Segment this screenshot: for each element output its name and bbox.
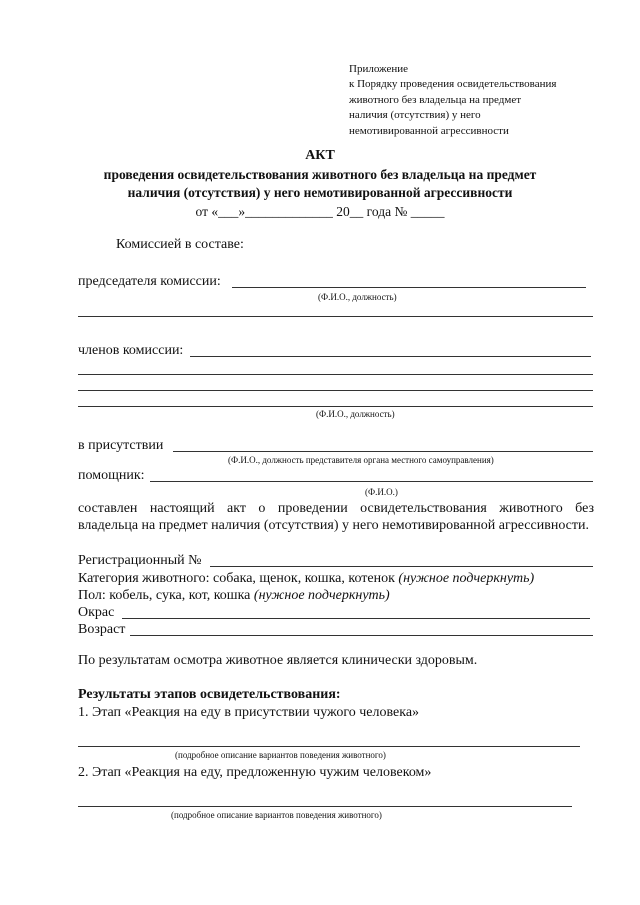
stage2-field[interactable]: [78, 806, 572, 807]
stage2-caption: (подробное описание вариантов поведения животного): [171, 810, 382, 820]
appendix-line: немотивированной агрессивности: [349, 124, 509, 137]
appendix-line: к Порядку проведения освидетельствования: [349, 78, 557, 91]
stage2-label: 2. Этап «Реакция на еду, предложенную чужим человеком»: [78, 765, 432, 780]
presence-caption: (Ф.И.О., должность представителя органа местного самоуправления): [228, 455, 494, 465]
statement-paragraph: составлен настоящий акт о проведении освидетельствования животного без владельца на предмет наличия (отсутствия) у него немотивированной агрессивности.: [78, 501, 594, 533]
category-note: (нужное подчеркнуть): [398, 571, 535, 586]
age-label: Возраст: [78, 622, 126, 637]
chairman-field[interactable]: [232, 287, 586, 288]
chairman-label: председателя комиссии:: [78, 274, 221, 289]
category-line: [78, 570, 534, 587]
assistant-label: помощник:: [78, 468, 145, 483]
members-field-1[interactable]: [190, 356, 591, 357]
category-label: Категория животного: собака, щенок, кошка, котенок: [78, 571, 395, 586]
act-subtitle-line2: наличия (отсутствия) у него немотивированной агрессивности: [127, 185, 513, 200]
chairman-field-extra[interactable]: [78, 316, 593, 317]
presence-label: в присутствии: [78, 438, 164, 453]
members-field-4[interactable]: [78, 406, 593, 407]
sex-line: [78, 587, 390, 604]
appendix-line: Приложение: [349, 63, 409, 75]
health-statement: По результатам осмотра животное является клинически здоровым.: [78, 653, 478, 668]
appendix-line: животного без владельца на предмет: [349, 93, 522, 106]
appendix-block: [349, 62, 609, 139]
commission-intro: Комиссией в составе:: [116, 237, 244, 252]
assistant-caption: (Ф.И.О.): [365, 487, 398, 497]
act-subtitle-line1: проведения освидетельствования животного без владельца на предмет: [103, 167, 537, 182]
reg-field[interactable]: [210, 566, 593, 567]
results-heading: Результаты этапов освидетельствования:: [78, 687, 341, 702]
appendix-line: наличия (отсутствия) у него: [349, 109, 481, 122]
color-field[interactable]: [122, 618, 590, 619]
stage1-field[interactable]: [78, 746, 580, 747]
sex-note: (нужное подчеркнуть): [253, 588, 390, 603]
members-field-2[interactable]: [78, 374, 593, 375]
members-caption: (Ф.И.О., должность): [316, 409, 395, 419]
sex-label: Пол: кобель, сука, кот, кошка: [78, 588, 251, 603]
stage1-label: 1. Этап «Реакция на еду в присутствии чужого человека»: [78, 705, 420, 720]
age-field[interactable]: [130, 635, 593, 636]
date-number-line: от «___»_____________ 20__ года № _____: [195, 204, 445, 219]
presence-field[interactable]: [173, 451, 593, 452]
members-field-3[interactable]: [78, 390, 593, 391]
act-title: АКТ: [305, 148, 335, 163]
color-label: Окрас: [78, 605, 115, 620]
chairman-caption: (Ф.И.О., должность): [318, 292, 397, 302]
stage1-caption: (подробное описание вариантов поведения животного): [175, 750, 386, 760]
members-label: членов комиссии:: [78, 343, 184, 358]
assistant-field[interactable]: [150, 481, 593, 482]
reg-label: Регистрационный №: [78, 553, 202, 568]
